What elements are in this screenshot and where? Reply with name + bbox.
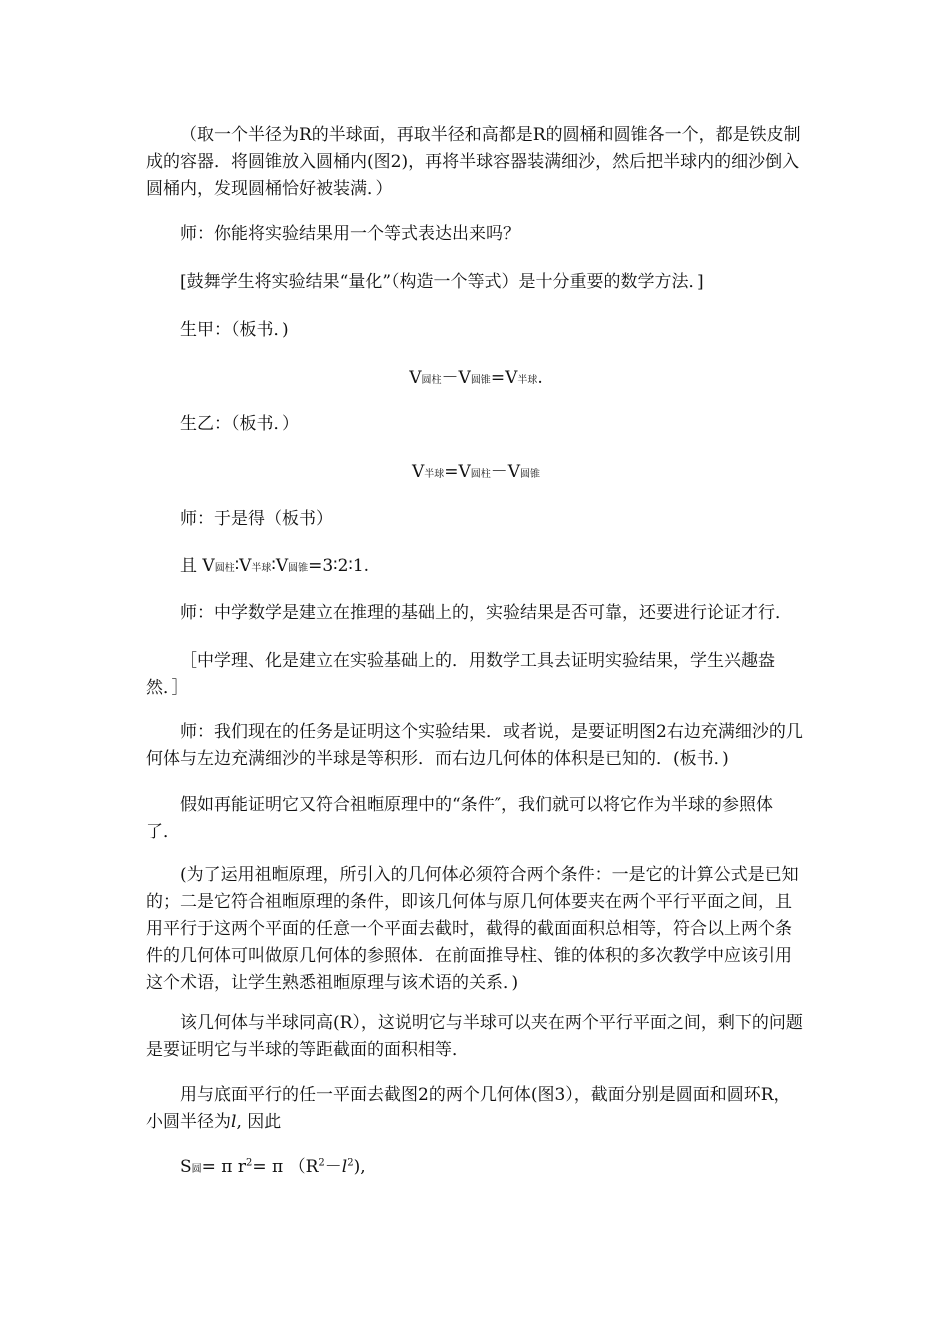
paragraph-note-quantify: [鼓舞学生将实验结果“量化”（构造一个等式）是十分重要的数学方法．] [180, 272, 704, 292]
paragraph-student-b: 生乙：（板书．） [180, 414, 299, 434]
formula-ratio: 且 V圆柱∶V半球∶V圆锥=3∶2∶1. [180, 556, 370, 576]
paragraph-teacher-task: 师：我们现在的任务是证明这个实验结果．或者说，是要证明图2右边充满细沙的几何体与左边充满细沙的半球是等积形．而右边几何体的体积是已知的．(板书．) [146, 722, 803, 769]
paragraph-condition: 假如再能证明它又符合祖暅原理中的“条件″，我们就可以将它作为半球的参照体了． [146, 795, 774, 842]
paragraph-note-science: ［中学理、化是建立在实验基础上的．用数学工具去证明实验结果，学生兴趣盎然．］ [146, 651, 775, 698]
formula-student-a: V圆柱－V圆锥=V半球. [409, 368, 543, 388]
paragraph-note-reference-body: (为了运用祖暅原理，所引入的几何体必须符合两个条件：一是它的计算公式是已知的；二是它符合祖暅原理的条件，即该几何体与原几何体要夹在两个平行平面之间，且用平行于这两个平面的任意一个平面去截时，截得的截面面积总相等，符合以上两个条件的几何体可叫做原几何体的参照体．在前面推导柱、锥的体积的多次教学中应该引用这个术语，让学生熟悉祖暅原理与该术语的关系．) [146, 865, 799, 993]
formula-circle-area: S圆= π $r^2= \pi$ $(R^2-l^2)$, [180, 1157, 366, 1177]
paragraph-teacher-reasoning: 师：中学数学是建立在推理的基础上的，实验结果是否可靠，还要进行论证才行． [180, 603, 792, 623]
paragraph-cross-section: 用与底面平行的任一平面去截图2的两个几何体(图3），截面分别是圆面和圆环R，小圆半径为l, 因此 [146, 1085, 791, 1132]
paragraph-experiment: （取一个半径为R的半球面，再取半径和高都是R的圆桶和圆锥各一个，都是铁皮制成的容器．将圆锥放入圆桶内(图2)，再将半球容器装满细沙，然后把半球内的细沙倒入圆桶内，发现圆桶恰好被装满．） [146, 125, 801, 199]
formula-student-b: V半球=V圆柱－V圆锥 [411, 462, 541, 482]
paragraph-student-a: 生甲：（板书．) [180, 320, 289, 340]
paragraph-teacher-question: 师：你能将实验结果用一个等式表达出来吗？ [180, 224, 520, 244]
paragraph-same-height: 该几何体与半球同高(R），这说明它与半球可以夹在两个平行平面之间，剩下的问题是要证明它与半球的等距截面的面积相等． [146, 1013, 803, 1060]
paragraph-teacher-conclusion: 师：于是得（板书） [180, 509, 333, 529]
